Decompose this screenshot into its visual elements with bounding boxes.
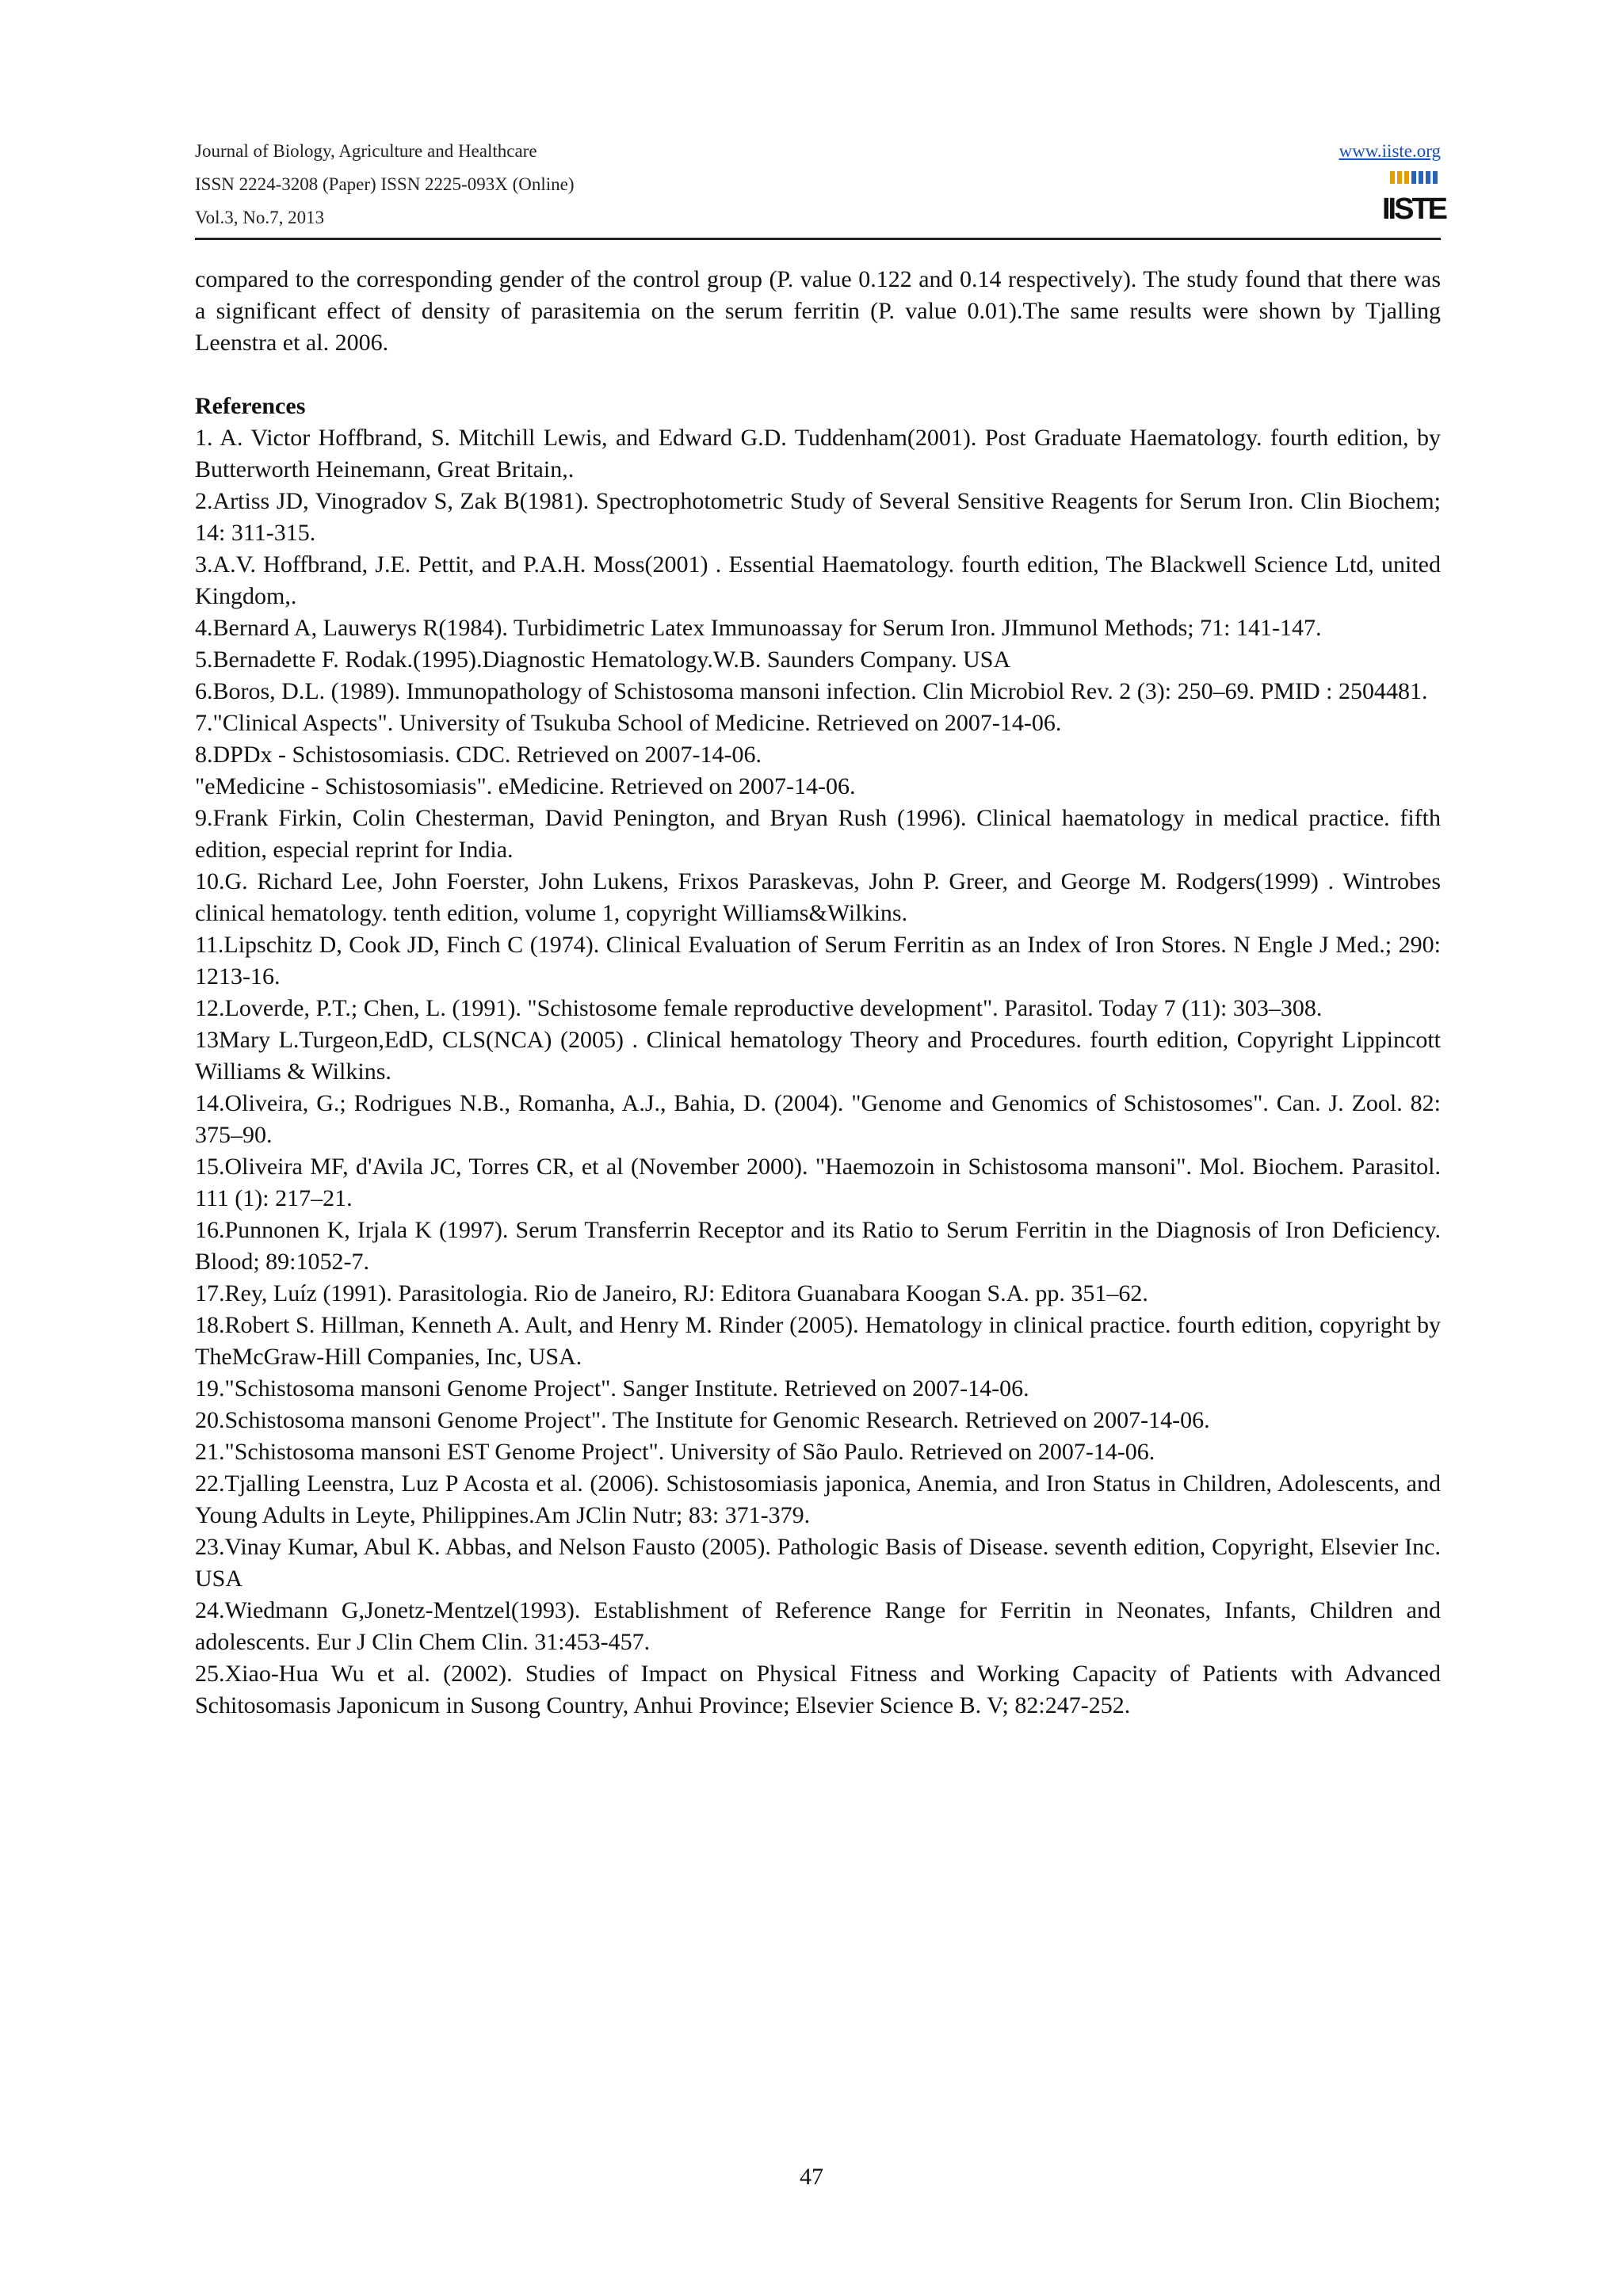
reference-item: 1. A. Victor Hoffbrand, S. Mitchill Lewis, and Edward G.D. Tuddenham(2001). Post Graduate Haematology. fourth edition, by Butterworth Heinemann, Great Britain,. (195, 425, 1441, 482)
reference-item: 6.Boros, D.L. (1989). Immunopathology of Schistosoma mansoni infection. Clin Microbiol Rev. 2 (3): 250–69. PMID : 2504481. (195, 678, 1428, 704)
iiste-logo (1381, 170, 1446, 226)
reference-item: 8.DPDx - Schistosomiasis. CDC. Retrieved on 2007-14-06. (195, 742, 762, 768)
journal-title: Journal of Biology, Agriculture and Healthcare (195, 141, 537, 161)
svg-text:IISTE: IISTE (1381, 193, 1446, 226)
reference-item: 23.Vinay Kumar, Abul K. Abbas, and Nelson Fausto (2005). Pathologic Basis of Disease. seventh edition, Copyright, Elsevier Inc. USA (195, 1534, 1441, 1592)
reference-item: 10.G. Richard Lee, John Foerster, John Lukens, Frixos Paraskevas, John P. Greer, and George M. Rodgers(1999) . Wintrobes clinical hematology. tenth edition, volume 1, copyright Williams&Wilkins. (195, 868, 1441, 926)
reference-item: 18.Robert S. Hillman, Kenneth A. Ault, and Henry M. Rinder (2005). Hematology in clinical practice. fourth edition, copyright by TheMcGraw-Hill Companies, Inc, USA. (195, 1312, 1441, 1370)
reference-item: 3.A.V. Hoffbrand, J.E. Pettit, and P.A.H. Moss(2001) . Essential Haematology. fourth edition, The Blackwell Science Ltd, united Kingdom,. (195, 551, 1441, 609)
intro-paragraph: compared to the corresponding gender of the control group (P. value 0.122 and 0.14 respectively). The study found that there was a significant effect of density of parasitemia on the serum ferritin (P. value 0.01).The same results were shown by Tjalling Leenstra et al. 2006. (195, 266, 1441, 356)
reference-item: 20.Schistosoma mansoni Genome Project". The Institute for Genomic Research. Retrieved on 2007-14-06. (195, 1407, 1210, 1433)
page-header (195, 135, 1446, 238)
reference-item: 2.Artiss JD, Vinogradov S, Zak B(1981). Spectrophotometric Study of Several Sensitive Reagents for Serum Iron. Clin Biochem; 14: 311-315. (195, 488, 1441, 546)
reference-item: 16.Punnonen K, Irjala K (1997). Serum Transferrin Receptor and its Ratio to Serum Ferritin in the Diagnosis of Iron Deficiency. Blood; 89:1052-7. (195, 1217, 1441, 1275)
reference-item: 12.Loverde, P.T.; Chen, L. (1991). "Schistosome female reproductive development". Parasitol. Today 7 (11): 303–308. (195, 995, 1323, 1021)
reference-item: 9.Frank Firkin, Colin Chesterman, David Penington, and Bryan Rush (1996). Clinical haematology in medical practice. fifth edition, especial reprint for India. (195, 805, 1441, 863)
journal-volume: Vol.3, No.7, 2013 (195, 208, 325, 227)
reference-item: 19."Schistosoma mansoni Genome Project". Sanger Institute. Retrieved on 2007-14-06. (195, 1375, 1029, 1402)
reference-item: 24.Wiedmann G,Jonetz-Mentzel(1993). Establishment of Reference Range for Ferritin in Neonates, Infants, Children and adolescents. Eur J Clin Chem Clin. 31:453-457. (195, 1597, 1441, 1655)
reference-item: 13Mary L.Turgeon,EdD, CLS(NCA) (2005) . Clinical hematology Theory and Procedures. fourth edition, Copyright Lippincott Williams & Wilkins. (195, 1027, 1441, 1085)
reference-item: 22.Tjalling Leenstra, Luz P Acosta et al. (2006). Schistosomiasis japonica, Anemia, and Iron Status in Children, Adolescents, and Young Adults in Leyte, Philippines.Am JClin Nutr; 83: 371-379. (195, 1470, 1441, 1528)
reference-item: 15.Oliveira MF, d'Avila JC, Torres CR, et al (November 2000). "Haemozoin in Schistosoma mansoni". Mol. Biochem. Parasitol. 111 (1): 217–21. (195, 1154, 1441, 1211)
references-heading: References (195, 393, 306, 419)
journal-url-link[interactable]: www.iiste.org (1338, 141, 1441, 161)
reference-item: 7."Clinical Aspects". University of Tsukuba School of Medicine. Retrieved on 2007-14-06. (195, 710, 1062, 736)
reference-item: 4.Bernard A, Lauwerys R(1984). Turbidimetric Latex Immunoassay for Serum Iron. JImmunol Methods; 71: 141-147. (195, 615, 1322, 641)
reference-item: 14.Oliveira, G.; Rodrigues N.B., Romanha, A.J., Bahia, D. (2004). "Genome and Genomics of Schistosomes". Can. J. Zool. 82: 375–90. (195, 1090, 1441, 1148)
header-rule (195, 238, 1441, 240)
page-number: 47 (800, 2164, 823, 2190)
page-body (195, 264, 1441, 1722)
reference-item: 21."Schistosoma mansoni EST Genome Project". University of São Paulo. Retrieved on 2007-14-06. (195, 1439, 1155, 1465)
reference-item: 25.Xiao-Hua Wu et al. (2002). Studies of Impact on Physical Fitness and Working Capacity of Patients with Advanced Schitosomasis Japonicum in Susong Country, Anhui Province; Elsevier Science B. V; 82:247-252. (195, 1661, 1441, 1718)
reference-item: 11.Lipschitz D, Cook JD, Finch C (1974). Clinical Evaluation of Serum Ferritin as an Index of Iron Stores. N Engle J Med.; 290: 1213-16. (195, 932, 1441, 990)
reference-item: "eMedicine - Schistosomiasis". eMedicine. Retrieved on 2007-14-06. (195, 773, 856, 799)
reference-item: 5.Bernadette F. Rodak.(1995).Diagnostic Hematology.W.B. Saunders Company. USA (195, 646, 1011, 673)
journal-issn: ISSN 2224-3208 (Paper) ISSN 2225-093X (Online) (195, 174, 575, 194)
references-list (195, 422, 1441, 1722)
reference-item: 17.Rey, Luíz (1991). Parasitologia. Rio de Janeiro, RJ: Editora Guanabara Koogan S.A. pp. 351–62. (195, 1280, 1148, 1306)
